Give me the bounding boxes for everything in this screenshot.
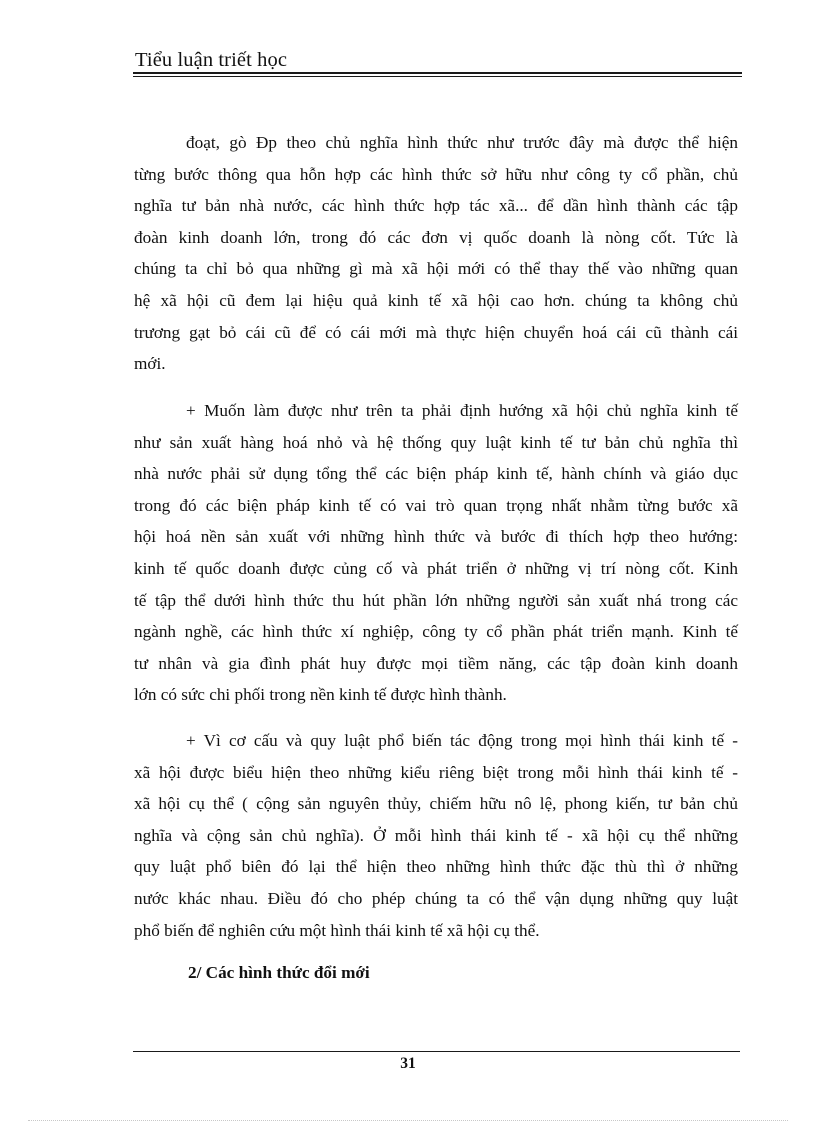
body-paragraph-3	[134, 725, 738, 946]
header-rule-thin	[133, 76, 742, 77]
paragraph-line: + Muốn làm được như trên ta phải định hướng xã hội chủ nghĩa kinh tế	[186, 401, 738, 420]
paragraph-line: đoạt, gò Đp theo chủ nghĩa hình thức như trước đây mà được thể hiện	[186, 133, 738, 152]
paragraph-line: phổ biến để nghiên cứu một hình thái kinh tế xã hội cụ thể.	[134, 920, 540, 940]
paragraph-line: + Vì cơ cấu và quy luật phổ biến tác động trong mọi hình thái kinh tế -	[186, 731, 738, 750]
paragraph-line: nghĩa tư bản nhà nước, các hình thức hợp tác xã... để dần hình thành các tập	[134, 196, 738, 216]
paragraph-line: nghĩa và cộng sản chủ nghĩa). Ở mỗi hình thái kinh tế - xã hội cụ thể những	[134, 825, 738, 845]
running-header-title: Tiểu luận triết học	[135, 49, 288, 71]
header-rule-thick	[133, 72, 742, 74]
paragraph-line: xã hội được biểu hiện theo những kiểu riêng biệt trong mỗi hình thái kinh tế -	[134, 762, 738, 782]
paragraph-line: nước khác nhau. Điều đó cho phép chúng ta có thể vận dụng những quy luật	[134, 888, 738, 908]
paragraph-line: như sản xuất hàng hoá nhỏ và hệ thống quy luật kinh tế tư bản chủ nghĩa thì	[134, 432, 738, 452]
paragraph-line: từng bước thông qua hỗn hợp các hình thức sở hữu như công ty cổ phần, chủ	[134, 164, 738, 184]
paragraph-line: mới.	[134, 354, 166, 374]
page-number: 31	[400, 1055, 416, 1072]
paragraph-line: quy luật phổ biên đó lại thể hiện theo những hình thức đặc thù thì ở những	[134, 857, 738, 877]
paragraph-line: nhà nước phải sử dụng tổng thể các biện pháp kinh tế, hành chính và giáo dục	[134, 464, 738, 484]
paragraph-line: lớn có sức chi phối trong nền kinh tế được hình thành.	[134, 685, 507, 705]
paragraph-lines	[134, 395, 738, 711]
footer-rule	[133, 1051, 740, 1052]
paragraph-line: chúng ta chỉ bỏ qua những gì mà xã hội mới có thể thay thế vào những quan	[134, 259, 738, 279]
page-edge-dotted-line	[28, 1120, 788, 1121]
paragraph-line: hệ xã hội cũ đem lại hiệu quả kinh tế xã hội cao hơn. chúng ta không chủ	[134, 290, 738, 310]
paragraph-line: tư nhân và gia đình phát huy được mọi tiềm năng, các tập đoàn kinh doanh	[134, 653, 738, 673]
paragraph-lines	[134, 725, 738, 946]
paragraph-line: trương gạt bỏ cái cũ để có cái mới mà thực hiện chuyển hoá cái cũ thành cái	[134, 322, 738, 342]
paragraph-line: đoàn kinh doanh lớn, trong đó các đơn vị quốc doanh là nòng cốt. Tức là	[134, 227, 738, 247]
paragraph-line: kinh tế quốc doanh được củng cố và phát triển ở những vị trí nòng cốt. Kinh	[134, 558, 738, 578]
section-heading: 2/ Các hình thức đổi mới	[188, 963, 370, 982]
body-paragraph-1	[134, 127, 738, 380]
paragraph-line: tế tập thể dưới hình thức thu hút phần lớn những người sản xuất nhá trong các	[134, 590, 738, 610]
body-paragraph-2	[134, 395, 738, 711]
paragraph-line: xã hội cụ thể ( cộng sản nguyên thủy, chiếm hữu nô lệ, phong kiến, tư bản chủ	[134, 794, 738, 814]
paragraph-line: hội hoá nền sản xuất với những hình thức và bước đi thích hợp theo hướng:	[134, 527, 738, 547]
paragraph-line: ngành nghề, các hình thức xí nghiệp, công ty cổ phần phát triển mạnh. Kinh tế	[134, 622, 738, 642]
paragraph-lines	[134, 127, 738, 380]
paragraph-line: trong đó các biện pháp kinh tế có vai trò quan trọng nhất nhằm từng bước xã	[134, 495, 738, 515]
